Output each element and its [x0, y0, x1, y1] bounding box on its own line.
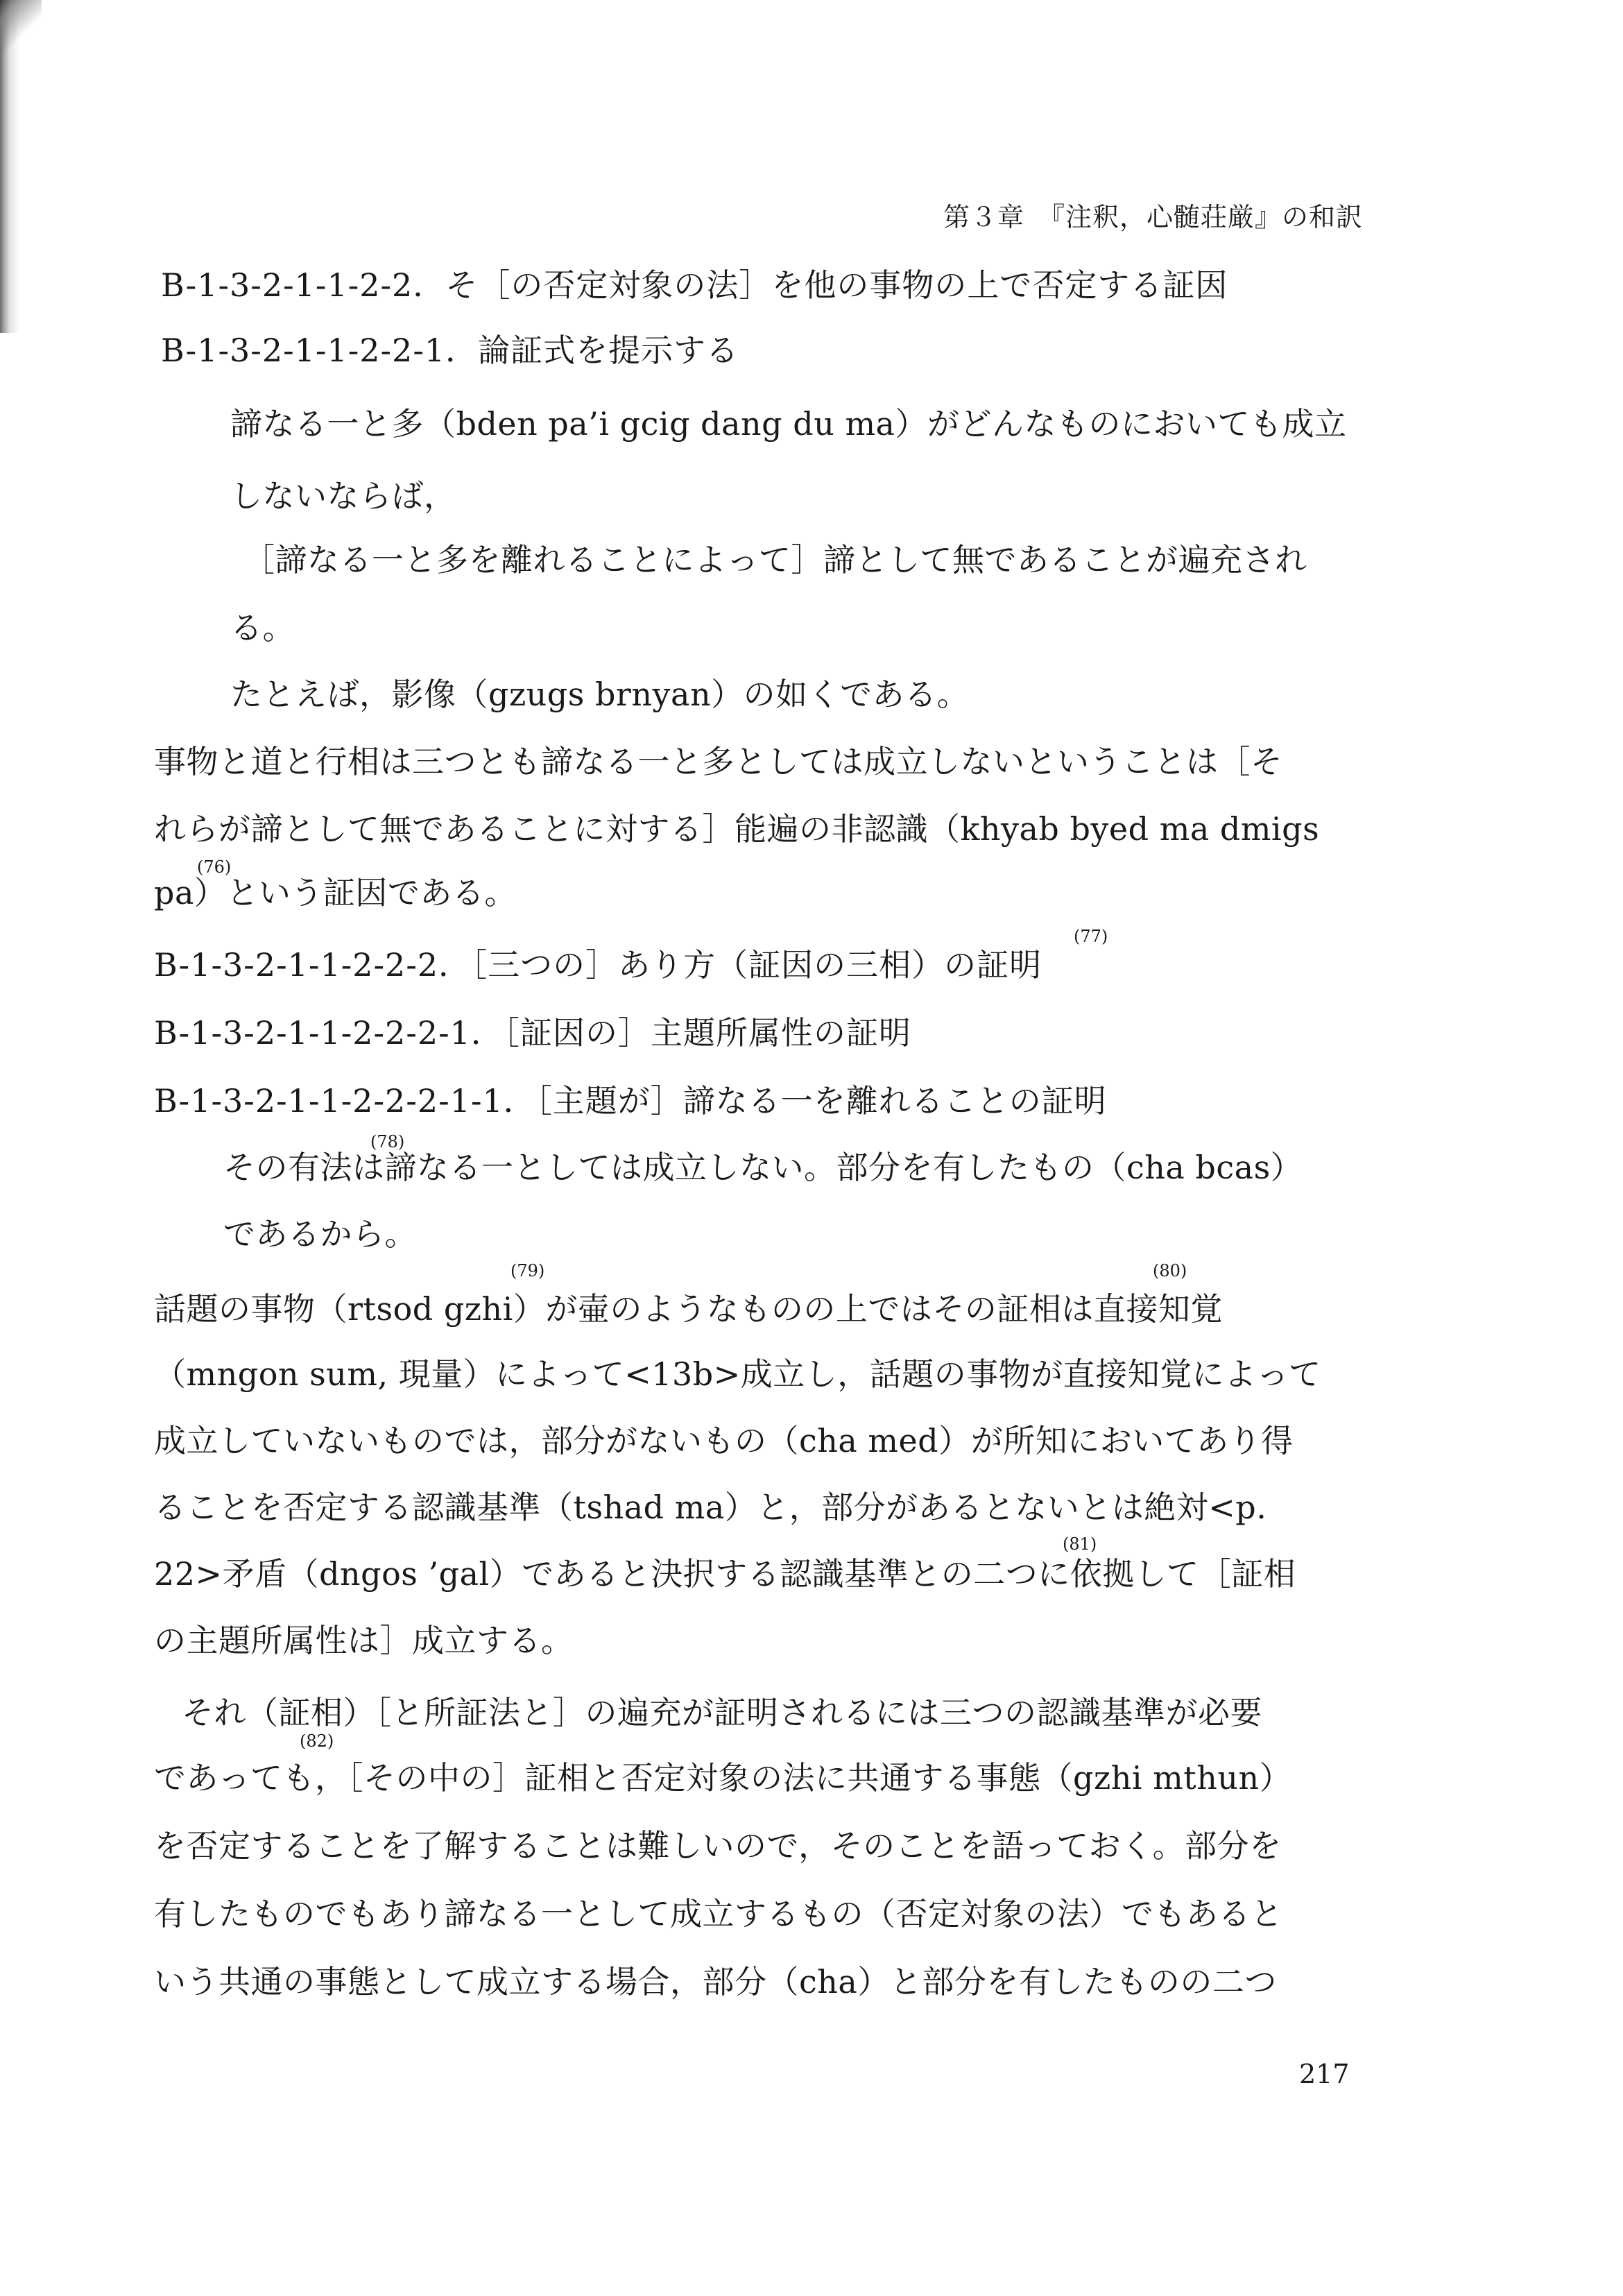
text-line: であっても，［その中の］証相と否定対象の法に共通する事態（gzhi mthun） [154, 1759, 1292, 1797]
text-line: 有したものでもあり諦なる一として成立するもの（否定対象の法）でもあると [154, 1895, 1283, 1933]
text-line: 諦なる一と多（bden pa’i gcig dang du ma）がどんなものにおいても成立 [230, 405, 1347, 443]
section-heading: B-1-3-2-1-1-2-2．そ［の否定対象の法］を他の事物の上で否定する証因 [161, 266, 1228, 304]
text-line: 成立していないものでは，部分がないもの（cha med）が所知においてあり得 [154, 1422, 1294, 1459]
running-header: 第３章 『注釈，心髄荘厳』の和訳 [943, 202, 1363, 232]
section-heading: B-1-3-2-1-1-2-2-2-1-1．［主題が］諦なる一を離れることの証明 [154, 1082, 1107, 1120]
footnote-mark: (78) [370, 1132, 405, 1151]
text-line: しないならば， [230, 477, 456, 515]
text-line: の主題所属性は］成立する。 [154, 1622, 574, 1659]
footnote-mark: (76) [197, 857, 232, 877]
text-line: 事物と道と行相は三つとも諦なる一と多としては成立しないということは［そ [154, 743, 1283, 780]
text-line: それ（証相）［と所証法と］の遍充が証明されるには三つの認識基準が必要 [182, 1694, 1262, 1731]
text-line: を否定することを了解することは難しいので，そのことを語っておく。部分を [154, 1827, 1282, 1865]
text-line: その有法は諦なる一としては成立しない。部分を有したもの（cha bcas） [223, 1149, 1303, 1186]
text-line: ることを否定する認識基準（tshad ma）と，部分があるとないとは絶対<p. [154, 1489, 1267, 1526]
footnote-mark: (77) [1074, 927, 1108, 946]
text-line: であるから。 [223, 1215, 417, 1253]
section-heading: B-1-3-2-1-1-2-2-2．［三つの］あり方（証因の三相）の証明 [154, 946, 1042, 984]
text-line: （mngon sum, 現量）によって<13b>成立し，話題の事物が直接知覚によって [154, 1355, 1321, 1393]
page-number: 217 [1299, 2059, 1350, 2089]
footnote-mark: (80) [1153, 1261, 1187, 1280]
text-line: ［諦なる一と多を離れることによって］諦として無であることが遍充され [243, 541, 1307, 579]
section-heading: B-1-3-2-1-1-2-2-2-1．［証因の］主題所属性の証明 [154, 1014, 911, 1052]
text-line: たとえば，影像（gzugs brnyan）の如くである。 [230, 676, 970, 713]
scan-corner-shadow [0, 0, 42, 83]
text-line: る。 [230, 609, 295, 646]
text-line: いう共通の事態として成立する場合，部分（cha）と部分を有したものの二つ [154, 1963, 1277, 2001]
footnote-mark: (79) [510, 1261, 545, 1280]
footnote-mark: (82) [300, 1731, 334, 1751]
text-line: pa）という証因である。 [154, 874, 517, 911]
text-line: 話題の事物（rtsod gzhi）が壷のようなものの上ではその証相は直接知覚 [154, 1290, 1223, 1328]
footnote-mark: (81) [1063, 1534, 1097, 1554]
text-line: 22>矛盾（dngos ’gal）であると決択する認識基準との二つに依拠して［証相 [154, 1555, 1296, 1593]
section-heading: B-1-3-2-1-1-2-2-1．論証式を提示する [161, 332, 739, 369]
text-line: れらが諦として無であることに対する］能遍の非認識（khyab byed ma dmigs [154, 810, 1320, 848]
